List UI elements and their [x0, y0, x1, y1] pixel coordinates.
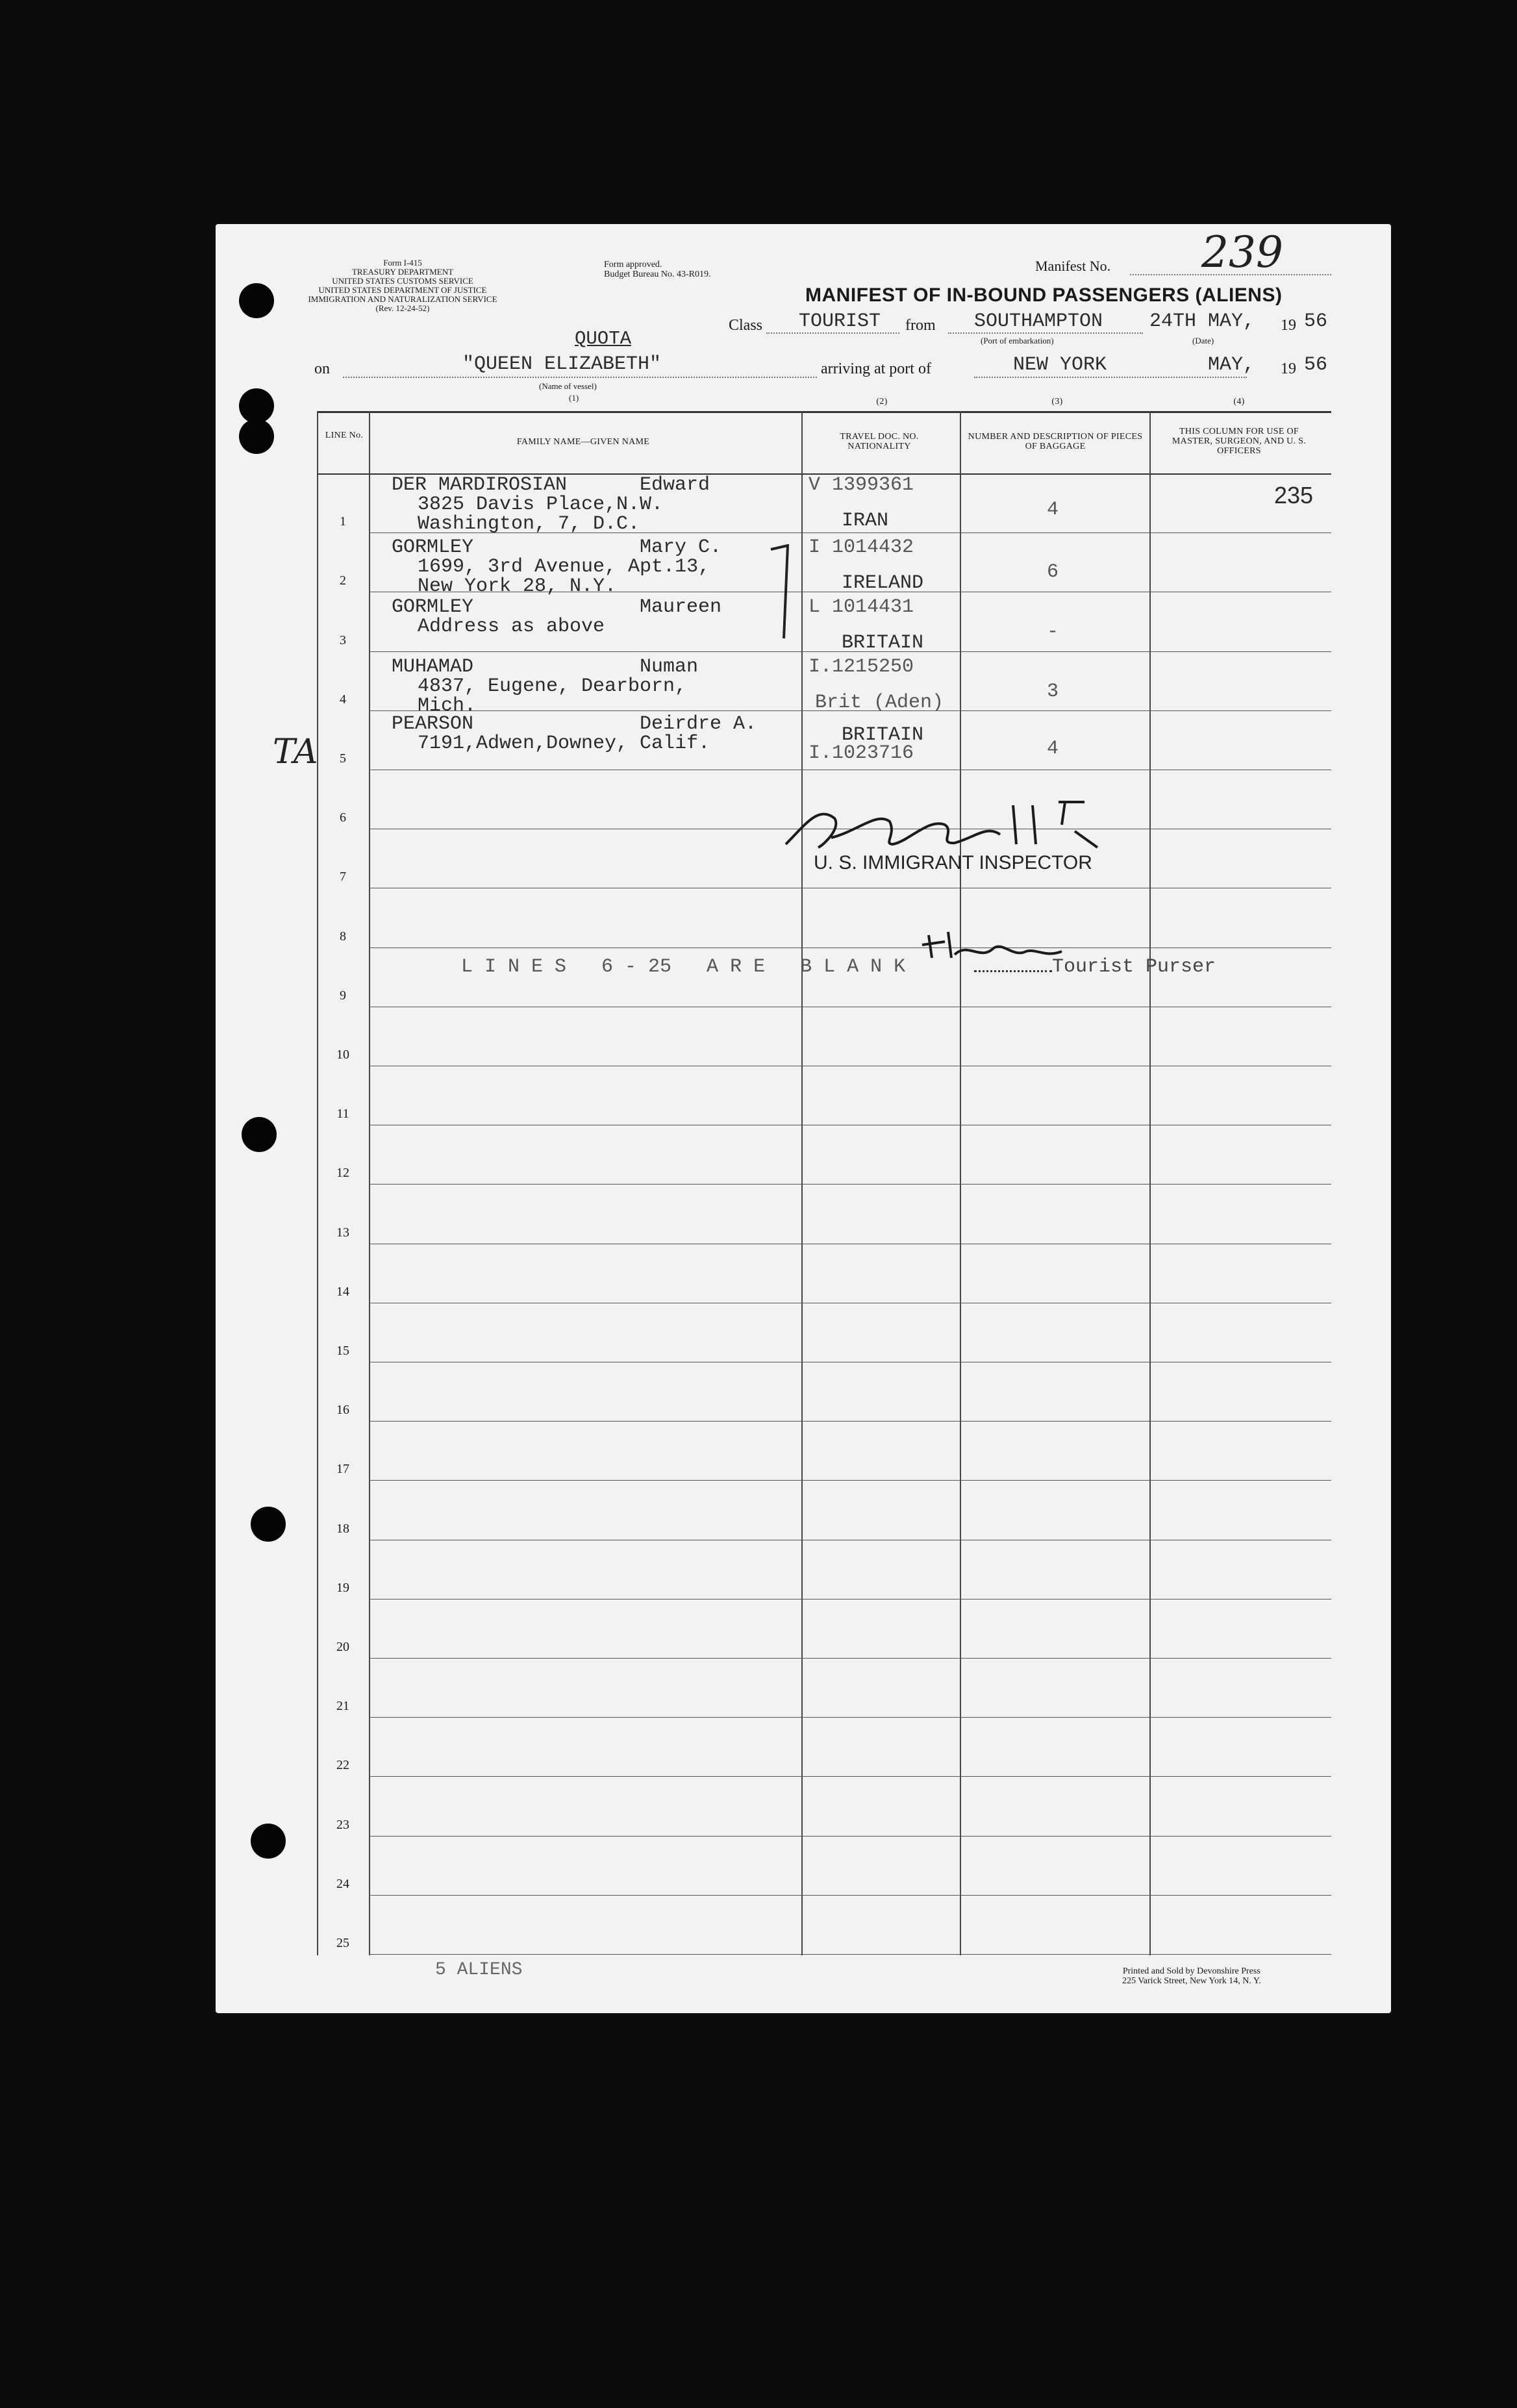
printer-line-2: 225 Varick Street, New York 14, N. Y. [1122, 1976, 1261, 1986]
vessel-name: "QUEEN ELIZABETH" [462, 353, 662, 375]
row-rule [369, 1836, 1331, 1837]
line-number: 25 [336, 1936, 349, 1950]
passenger-address-line-1: Address as above [418, 616, 605, 638]
date-caption: (Date) [1192, 336, 1214, 345]
arrival-underline [974, 377, 1247, 378]
passenger-baggage: - [1047, 621, 1059, 643]
vessel-underline [343, 377, 817, 378]
year-value: 56 [1304, 310, 1328, 332]
line-number: 12 [336, 1166, 349, 1181]
manifest-title: MANIFEST OF IN-BOUND PASSENGERS (ALIENS) [805, 284, 1283, 306]
passenger-given-name: Deirdre A. [640, 713, 757, 735]
embarkation-caption: (Port of embarkation) [981, 336, 1054, 345]
passenger-baggage: 6 [1047, 561, 1059, 583]
arriving-label: arriving at port of [821, 360, 931, 377]
passenger-given-name: Edward [640, 474, 710, 496]
blank-lines-note: L I N E S 6 - 25 A R E B L A N K [461, 956, 906, 978]
binder-hole [251, 1824, 286, 1859]
printer-credit [1122, 1966, 1261, 1986]
manifest-no-value: 239 [1201, 227, 1283, 277]
passenger-baggage: 4 [1047, 499, 1059, 521]
arrival-year-prefix: 19 [1281, 360, 1296, 377]
line-number: 5 [340, 751, 346, 766]
total-aliens: 5 ALIENS [435, 1960, 523, 1980]
arrival-date: MAY, [1208, 354, 1255, 376]
passenger-family-name: GORMLEY [392, 596, 474, 618]
purser-signature [922, 942, 941, 947]
passenger-family-name: PEARSON [392, 713, 474, 735]
binder-hole [242, 1117, 277, 1152]
col-header-baggage: NUMBER AND DESCRIPTION OF PIECES OF BAGGAGE [968, 432, 1143, 451]
line-number: 11 [336, 1107, 349, 1122]
passenger-travel-doc: I.1023716 [809, 742, 914, 764]
col-rule-left [317, 411, 318, 1955]
row-rule [369, 1184, 1331, 1185]
passenger-travel-doc: I.1215250 [809, 656, 914, 678]
passenger-travel-doc: L 1014431 [809, 596, 914, 618]
passenger-baggage: 3 [1047, 681, 1059, 703]
line-number: 20 [336, 1640, 349, 1654]
col-header-travel-doc: TRAVEL DOC. NO. NATIONALITY [840, 432, 919, 451]
line-number: 16 [336, 1403, 349, 1418]
col-header-officers: THIS COLUMN FOR USE OF MASTER, SURGEON, AND U. S. OFFICERS [1172, 427, 1307, 456]
line-number: 17 [336, 1462, 349, 1477]
line-number: 8 [340, 929, 346, 944]
line-number: 23 [336, 1817, 349, 1832]
passenger-nationality: Brit (Aden) [815, 692, 944, 714]
inspector-signature [812, 815, 849, 821]
line-number: 24 [336, 1876, 349, 1891]
line-number: 3 [340, 633, 346, 647]
line-number: 15 [336, 1344, 349, 1358]
passenger-baggage: 4 [1047, 738, 1059, 760]
vessel-caption: (Name of vessel) [539, 381, 597, 391]
manifest-no-label: Manifest No. [1035, 258, 1111, 274]
officer-note: 235 [1274, 482, 1314, 508]
passenger-nationality: BRITAIN [842, 632, 924, 654]
row-rule [369, 1480, 1331, 1481]
col-header-name: FAMILY NAME—GIVEN NAME [516, 437, 650, 447]
passenger-address-line-1: 7191,Adwen,Downey, Calif. [418, 733, 710, 755]
line-number: 10 [336, 1047, 349, 1062]
passenger-address-line-2: Washington, 7, D.C. [418, 513, 640, 535]
line-number: 9 [340, 988, 346, 1003]
passenger-given-name: Numan [640, 656, 699, 678]
col-number-2: (2) [876, 397, 888, 407]
row-rule [369, 1421, 1331, 1422]
arrival-year: 56 [1304, 354, 1328, 376]
row-rule [369, 1658, 1331, 1659]
justice-dept: UNITED STATES DEPARTMENT OF JUSTICE [318, 285, 487, 295]
line-number: 18 [336, 1521, 349, 1536]
passenger-nationality: IRAN [842, 510, 889, 532]
passenger-address-line-2: New York 28, N.Y. [418, 575, 617, 597]
inspector-title: U. S. IMMIGRANT INSPECTOR [814, 852, 1092, 873]
year-prefix: 19 [1281, 317, 1296, 334]
binder-hole [239, 419, 274, 454]
passenger-given-name: Maureen [640, 596, 722, 618]
col-number-4: (4) [1233, 397, 1245, 407]
form-revision: (Rev. 12-24-52) [375, 303, 430, 313]
col-rule-baggage-lower [1149, 1112, 1151, 1955]
row-rule [369, 1895, 1331, 1896]
col-number-3: (3) [1051, 397, 1063, 407]
line-number: 6 [340, 810, 346, 825]
ins-service: IMMIGRATION AND NATURALIZATION SERVICE [308, 294, 497, 304]
budget-bureau: Budget Bureau No. 43-R019. [604, 270, 711, 279]
row-rule [369, 1954, 1331, 1955]
passenger-family-name: MUHAMAD [392, 656, 474, 678]
form-number: Form I-415 [383, 258, 422, 268]
binder-hole [251, 1507, 286, 1542]
passenger-table [317, 397, 1331, 1955]
margin-note: TA [273, 733, 318, 771]
passenger-nationality: IRELAND [842, 572, 924, 594]
passenger-address-line-1: 1699, 3rd Avenue, Apt.13, [418, 556, 710, 578]
line-number: 2 [340, 573, 346, 588]
embarkation-date: 24TH MAY, [1149, 310, 1255, 332]
passenger-travel-doc: I 1014432 [809, 536, 914, 558]
line-number: 22 [336, 1758, 349, 1773]
passenger-family-name: GORMLEY [392, 536, 474, 558]
col-rule-lineno [369, 411, 370, 1955]
table-top-rule [317, 411, 1331, 413]
row-rule [369, 1776, 1331, 1777]
line-number: 7 [340, 870, 346, 884]
class-value: TOURIST [799, 310, 881, 332]
purser-dotted-line [974, 970, 1052, 972]
line-number: 14 [336, 1284, 349, 1299]
form-approved: Form approved. [604, 260, 662, 270]
approval-block [604, 260, 710, 279]
purser-title: Tourist Purser [1052, 956, 1216, 978]
bracket-mark [770, 544, 796, 642]
port-of-embarkation: SOUTHAMPTON [974, 310, 1103, 332]
passenger-address-line-2: Mich. [418, 695, 477, 717]
col-rule-baggage [1149, 411, 1151, 1112]
binder-hole [239, 388, 274, 423]
line-number: 21 [336, 1699, 349, 1714]
on-label: on [314, 360, 330, 377]
form-agency-block [305, 258, 500, 313]
col-header-line-no: LINE No. [325, 431, 364, 440]
treasury-dept: TREASURY DEPARTMENT [351, 267, 454, 277]
passenger-address-line-1: 4837, Eugene, Dearborn, [418, 675, 687, 697]
binder-hole [239, 283, 274, 318]
line-number: 13 [336, 1225, 349, 1240]
col-rule-name [801, 411, 803, 1955]
passenger-given-name: Mary C. [640, 536, 722, 558]
line-number: 4 [340, 692, 346, 707]
inspector-signature-scrawl [779, 799, 1169, 857]
row-rule [369, 947, 1331, 948]
passenger-nationality: BRITAIN [842, 724, 924, 746]
printer-line-1: Printed and Sold by Devonshire Press [1122, 1966, 1260, 1976]
quota-label: QUOTA [575, 328, 632, 349]
line-number: 19 [336, 1580, 349, 1595]
passenger-travel-doc: V 1399361 [809, 474, 914, 496]
from-label: from [905, 317, 936, 334]
embarkation-underline [948, 332, 1143, 334]
vessel-col-number: (1) [569, 393, 579, 403]
class-label: Class [729, 317, 763, 334]
line-number: 1 [340, 514, 346, 529]
class-underline [766, 332, 899, 334]
customs-service: UNITED STATES CUSTOMS SERVICE [332, 276, 473, 286]
passenger-address-line-1: 3825 Davis Place,N.W. [418, 494, 664, 516]
arrival-port: NEW YORK [1013, 354, 1107, 376]
row-rule [369, 1717, 1331, 1718]
col-rule-doc [960, 411, 961, 1955]
passenger-family-name: DER MARDIROSIAN [392, 474, 568, 496]
